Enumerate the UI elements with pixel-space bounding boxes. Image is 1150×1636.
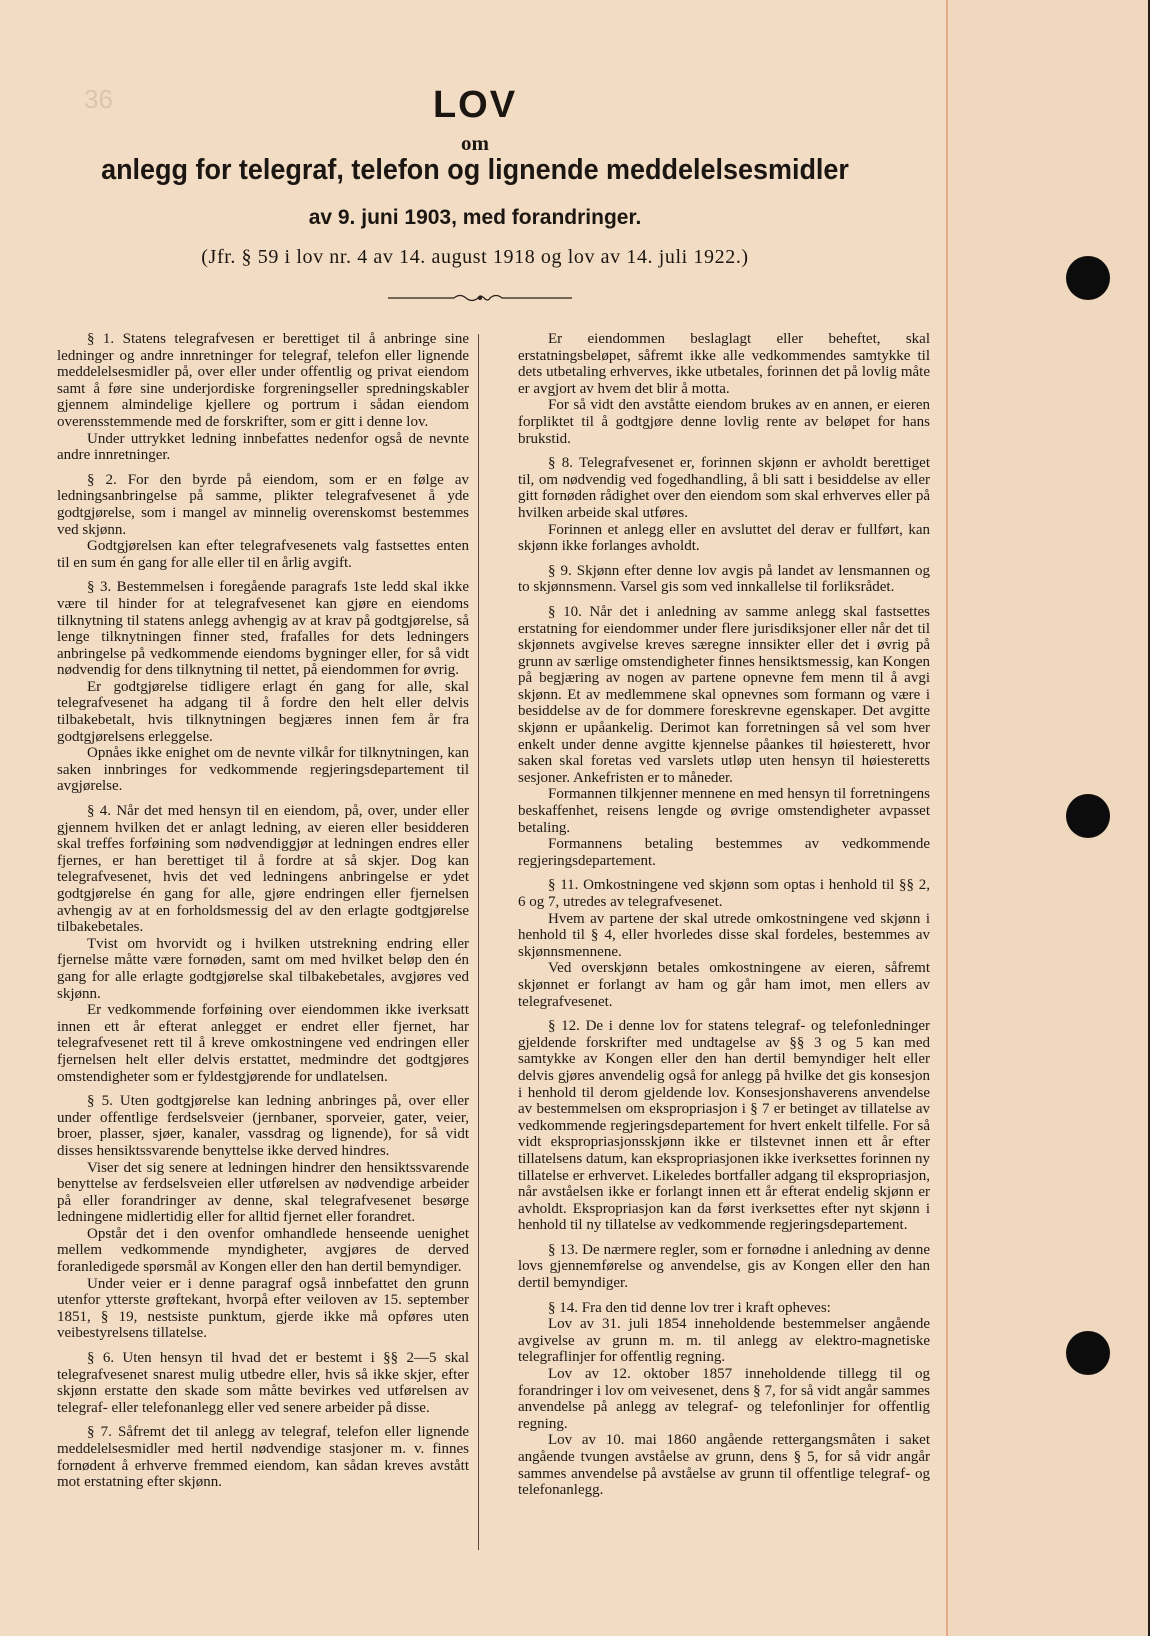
section-paragraph: § 10. Når det i anledning av samme anlegg skal fastsettes erstatning for eiendommer under flere jurisdiksjoner eller når det til skjønnets avgivelse kreves særegne innsikter eller det i øvrig på grunn av særlige omstendigheter finnes hensiktsmessig, kan Kongen på begjæring av nogen av partene opnevne fem menn til å avgi skjønn. Et av medlemmene skal opnevnes som formann og være i besiddelse av de for dommere foreskrevne egenskaper. Det avgitte skjønn er upåankelig. Derimot kan forretningen så vel som hver enkelt under denne avgitte kjennelse påankes til høiesterett, hvor saken skal foretas ved varslets utløp uten hensyn til høiesteretts sesjoner. Ankefristen er to måneder.	[518, 603, 930, 786]
paragraph: Under veier er i denne paragraf også innbefattet den grunn utenfor ytterste grøftekant, hvorpå efter veiloven av 15. september 1851, § 19, nestsiste punktum, gjerde ikke må opføres uten veibestyrelsens tillatelse.	[57, 1275, 469, 1342]
section-paragraph: § 13. De nærmere regler, som er fornødne i anledning av denne lovs gjennemførelse og anvendelse, gis av Kongen eller den han dertil bemyndiger.	[518, 1241, 930, 1292]
paragraph: Lov av 12. oktober 1857 inneholdende tillegg til og forandringer i lov om veivesenet, dens § 7, for så vidt angår sammes anvendelse på anlegg av telegraf- og telefonlinjer for offentlig regning.	[518, 1366, 930, 1432]
paragraph: Opnåes ikke enighet om de nevnte vilkår for tilknytningen, kan saken innbringes for vedkommende regjeringsdepartement til avgjørelse.	[57, 745, 469, 795]
section-paragraph: § 2. For den byrde på eiendom, som er en følge av ledningsanbringelse på samme, plikter telegrafvesenet å yde godtgjørelse, som i mangel av minnelig overenskomst bestemmes ved skjønn.	[57, 471, 469, 538]
paragraph: Er vedkommende forføining over eiendommen ikke iverksatt innen ett år efterat anlegget er endret eller fjernet, har telegrafvesenet rett til å kreve omkostningene ved endringen eller fjernelsen helt eller delvis erstattet, medmindre det godtgjøres omstendigheter som er fyldestgjørende for undlatelsen.	[57, 1002, 469, 1085]
ornament-divider-icon	[388, 291, 572, 305]
paragraph: Lov av 31. juli 1854 inneholdende bestemmelser angående avgivelse av grunn m. m. til anlegg av elektro-magnetiske telegraflinjer for offentlig regning.	[518, 1316, 930, 1366]
paragraph: Viser det sig senere at ledningen hindrer den hensiktssvarende benyttelse av ferdselsveien eller utførelsen av nødvendige arbeider på eller forandringer av denne, skal telegrafvesenet besørge ledningene midlertidig eller for alltid fjernet eller forandret.	[57, 1159, 469, 1226]
paragraph: Formannen tilkjenner mennene en med hensyn til forretningens beskaffenhet, reisens lengde og øvrige omstendigheter avpasset betaling.	[518, 786, 930, 836]
document-subtitle: anlegg for telegraf, telefon og lignende meddelelsesmidler	[101, 154, 849, 186]
paragraph: Formannens betaling bestemmes av vedkommende regjeringsdepartement.	[518, 836, 930, 869]
paragraph: Ved overskjønn betales omkostningene av eieren, såfremt skjønnet er forlangt av ham og går ham imot, men ellers av telegrafvesenet.	[518, 960, 930, 1010]
document-date-line: av 9. juni 1903, med forandringer.	[308, 206, 642, 229]
document-title: LOV	[432, 84, 518, 126]
margin-rule	[946, 0, 948, 1636]
column-divider	[478, 334, 479, 1550]
paragraph: Er eiendommen beslaglagt eller beheftet, skal erstatningsbeløpet, såfremt ikke alle vedkommendes samtykke til dets utbetaling erhverves, ikke utbetales, forinnen det på lovlig måte er avgjort av hvem det blir å motta.	[518, 331, 930, 397]
paragraph: Hvem av partene der skal utrede omkostningene ved skjønn i henhold til § 4, eller hvorledes disse skal fordeles, bestemmes av skjønnsmennene.	[518, 910, 930, 960]
section-paragraph: § 12. De i denne lov for statens telegraf- og telefonledninger gjeldende forskrifter med undtagelse av §§ 3 og 5 kan med samtykke av Kongen eller den han dertil bemyndiger helt eller delvis gjøres anvendelig også for anlegg på hvilke det gis konsesjon i henhold til derom gjeldende lov. Konsesjonshaverens anvendelse av bestemmelsen om ekspropriasjon i § 7 er betinget av tillatelse av vedkommende regjeringsdepartement for hvert enkelt tilfelle. For så vidt ekspropriasjonsskjønn ikke er tilstevnet innen ett år efter tillatelsens datum, kan ekspropriasjonen ikke iverksettes forinnen ny tillatelse er erhvervet. Likeledes bortfaller adgang til ekspropriasjon, når avståelsen ikke er forlangt innen ett år efterat endelig skjønn er avholdt. Ekspropriasjon kan da først iverksettes efter nyt skjønn i henhold til ny tillatelse av vedkommende regjeringsdepartement.	[518, 1018, 930, 1234]
paragraph: Lov av 10. mai 1860 angående rettergangsmåten i saket angående tvungen avståelse av grunn, dens § 5, for så vidr angår sammes anvendelse på avståelse av grunn til offentlige telegraf- og telefonanlegg.	[518, 1432, 930, 1499]
paragraph: Tvist om hvorvidt og i hvilken utstrekning endring eller fjernelse måtte være fornøden, samt om med hvilket beløp den én gang for alle erlagte godtgjørelse skal tilbakebetales, avgjøres ved skjønn.	[57, 935, 469, 1002]
paragraph: Under uttrykket ledning innbefattes nedenfor også de nevnte andre innretninger.	[57, 430, 469, 464]
section-paragraph: § 4. Når det med hensyn til en eiendom, på, over, under eller gjennem hvilken det er anlagt ledning, av eieren eller besidderen skal treffes forføining som nødvendiggjør at ledningen endres eller fjernes, er han berettiget til å fordre at så skjer. Dog kan telegrafvesenet, hvis det ved ledningens anbringelse er ydet godtgjørelse én gang for alle, gjøre endringen eller fjernelsen avhengig av at en forholdsmessig del av den erlagte godtgjørelse tilbakebetales.	[57, 803, 469, 936]
section-paragraph: § 7. Såfremt det til anlegg av telegraf, telefon eller lignende meddelelsesmidler med hertil nødvendige stasjoner m. v. finnes fornødent å erhverve fremmed eiendom, kan sådan kreves avstått mot erstatning efter skjønn.	[57, 1424, 469, 1491]
margin-strip	[948, 0, 1148, 1636]
section-paragraph: § 8. Telegrafvesenet er, forinnen skjønn er avholdt berettiget til, om nødvendig ved fogedhandling, å bli satt i besiddelse av eller gitt fornøden rådighet over den eiendom som skal erhverves eller på hvilken arbeide skal utføres.	[518, 455, 930, 521]
faint-page-number: 36	[84, 84, 113, 114]
punch-hole	[1066, 1331, 1110, 1375]
paragraph: Forinnen et anlegg eller en avsluttet del derav er fullført, kan skjønn ikke forlanges avholdt.	[518, 521, 930, 555]
punch-hole	[1066, 794, 1110, 838]
paragraph: For så vidt den avståtte eiendom brukes av en annen, er eieren forpliktet til å godtgjøre denne lovlig rente av beløpet for hans brukstid.	[518, 397, 930, 447]
title-connector: om	[461, 131, 489, 155]
section-paragraph: § 11. Omkostningene ved skjønn som optas i henhold til §§ 2, 6 og 7, utredes av telegrafvesenet.	[518, 877, 930, 910]
section-paragraph: § 1. Statens telegrafvesen er berettiget til å anbringe sine ledninger og andre innretninger for telegraf, telefon eller lignende meddelelsesmidler på, over eller under offentlig og privat eiendom samt å føre sine underjordiske forgreningseller spredningskabler gjennem almindelige kjellere og portrum i sådan eiendom overensstemmende med de forskrifter, som er gitt i denne lov.	[57, 331, 469, 430]
section-paragraph: § 9. Skjønn efter denne lov avgis på landet av lensmannen og to skjønnsmenn. Varsel gis som ved innkallelse til forliksrådet.	[518, 562, 930, 596]
section-paragraph: § 6. Uten hensyn til hvad det er bestemt i §§ 2—5 skal telegrafvesenet snarest mulig utbedre eller, hvis så ikke skjer, efter skjønn erstatte den skade som måtte bevirkes ved utførelsen av telegraf- eller telefonanlegg eller ved senere arbeider på disse.	[57, 1350, 469, 1416]
document-reference: (Jfr. § 59 i lov nr. 4 av 14. august 1918 og lov av 14. juli 1922.)	[201, 246, 749, 268]
left-text-column	[57, 331, 469, 1491]
paragraph: Godtgjørelsen kan efter telegrafvesenets valg fastsettes enten til en sum én gang for alle eller til en årlig avgift.	[57, 538, 469, 571]
paragraph: Opstår det i den ovenfor omhandlede henseende uenighet mellem vedkommende myndigheter, avgjøres de derved foranledigede spørsmål av Kongen eller den han dertil bemyndiger.	[57, 1225, 469, 1276]
section-paragraph: § 3. Bestemmelsen i foregående paragrafs 1ste ledd skal ikke være til hinder for at telegrafvesenet kan gjøre en eiendoms tilknytning til statens anlegg avhengig av at krav på godtgjørelse, så lenge tilknytningen finner sted, frafalles for dets ledningers anbringelse på vedkommende eiendoms bygninger eller, for så vidt nødvendig for dens tilknytning til nettet, på eiendommen for øvrig.	[57, 579, 469, 679]
section-paragraph: § 5. Uten godtgjørelse kan ledning anbringes på, over eller under offentlige ferdselsveier (jernbaner, sporveier, gater, veier, broer, plasser, sjøer, kanaler, vassdrag og lignende), for så vidt disses hensiktssvarende benyttelse ikke derved hindres.	[57, 1093, 469, 1159]
right-text-column	[518, 331, 930, 1499]
punch-hole	[1066, 256, 1110, 300]
section-paragraph: § 14. Fra den tid denne lov trer i kraft opheves:	[548, 1299, 831, 1316]
paragraph: Er godtgjørelse tidligere erlagt én gang for alle, skal telegrafvesenet ha adgang til å fordre den helt eller delvis tilbakebetalt, hvis tilknytningen begjæres innen fem år fra godtgjørelsens erleggelse.	[57, 678, 469, 745]
